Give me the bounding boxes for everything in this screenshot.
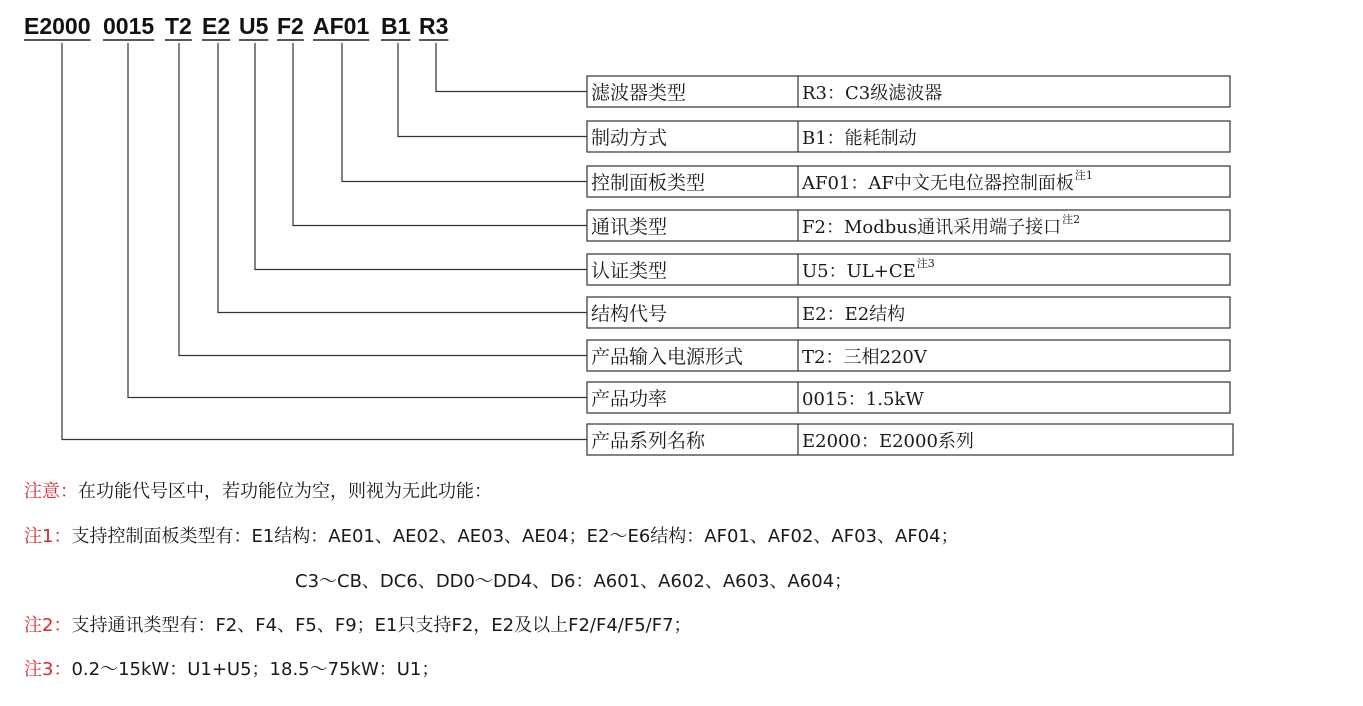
connector-lines xyxy=(62,43,587,440)
code-explanation-table xyxy=(587,76,1233,455)
row-footnote-ref: 注2 xyxy=(1062,213,1081,226)
row-label: 认证类型 xyxy=(591,260,668,282)
row-label: 产品系列名称 xyxy=(591,430,706,452)
code-segment-e2000: E2000 xyxy=(24,13,91,39)
row-label: 产品功率 xyxy=(591,388,668,410)
row-label: 滤波器类型 xyxy=(591,82,687,104)
row-value: AF01：AF中文无电位器控制面板 xyxy=(802,173,1074,194)
table-row xyxy=(587,340,1230,371)
connector-af01 xyxy=(342,43,587,182)
code-segment-u5: U5 xyxy=(239,13,269,39)
note-2-key: 注2： xyxy=(24,615,72,636)
note-attention-key: 注意： xyxy=(24,481,78,502)
table-row xyxy=(587,424,1233,455)
note-3-text: 0.2～15kW：U1+U5；18.5～75kW：U1； xyxy=(71,659,440,680)
code-segment-e2: E2 xyxy=(202,13,231,39)
note-2 xyxy=(24,611,692,637)
row-label: 制动方式 xyxy=(591,127,668,149)
row-label: 控制面板类型 xyxy=(591,172,706,194)
note-2-text: 支持通讯类型有：F2、F4、F5、F9；E1只支持F2，E2及以上F2/F4/F5/F7； xyxy=(71,615,692,636)
table-row xyxy=(587,297,1230,328)
row-label: 产品输入电源形式 xyxy=(591,346,744,368)
note-1-continued-text: C3～CB、DC6、DD0～DD4、D6：A601、A602、A603、A604； xyxy=(295,571,853,592)
code-segment-af01: AF01 xyxy=(313,13,370,39)
row-footnote-ref: 注3 xyxy=(916,257,935,270)
connector-u5 xyxy=(255,43,587,270)
code-segment-t2: T2 xyxy=(165,13,192,39)
connector-0015 xyxy=(128,43,587,398)
table-row xyxy=(587,76,1230,107)
row-footnote-ref: 注1 xyxy=(1074,169,1093,182)
row-value: 0015：1.5kW xyxy=(802,389,924,410)
row-value: E2000：E2000系列 xyxy=(802,431,974,452)
note-attention-text: 在功能代号区中，若功能位为空，则视为无此功能： xyxy=(78,481,492,502)
connector-b1 xyxy=(398,43,587,137)
note-1 xyxy=(24,522,959,548)
table-row xyxy=(587,121,1230,152)
connector-e2000 xyxy=(62,43,587,440)
row-value: T2：三相220V xyxy=(802,347,927,368)
row-value: E2：E2结构 xyxy=(802,304,906,325)
code-segment-b1: B1 xyxy=(381,13,411,39)
connector-r3 xyxy=(436,43,587,92)
row-label: 结构代号 xyxy=(591,303,668,325)
code-segment-0015: 0015 xyxy=(103,13,155,39)
note-1-continued xyxy=(295,567,852,593)
connector-f2 xyxy=(293,43,587,226)
note-3-key: 注3： xyxy=(24,659,72,680)
row-value: R3：C3级滤波器 xyxy=(802,83,943,104)
table-row xyxy=(587,254,1230,285)
table-row xyxy=(587,382,1230,413)
row-value: B1：能耗制动 xyxy=(802,128,917,149)
row-value: F2：Modbus通讯采用端子接口 xyxy=(802,217,1062,238)
note-attention xyxy=(24,477,492,503)
row-box xyxy=(587,297,1230,328)
model-code-segments xyxy=(24,13,448,40)
code-segment-r3: R3 xyxy=(419,13,449,39)
row-label: 通讯类型 xyxy=(591,216,668,238)
connector-t2 xyxy=(179,43,587,356)
code-segment-f2: F2 xyxy=(277,13,304,39)
note-3 xyxy=(24,655,439,681)
table-row xyxy=(587,210,1230,241)
connector-e2 xyxy=(218,43,587,313)
note-1-text: 支持控制面板类型有：E1结构：AE01、AE02、AE03、AE04；E2～E6结构：AF01、AF02、AF03、AF04； xyxy=(71,526,959,547)
table-row xyxy=(587,166,1230,197)
note-1-key: 注1： xyxy=(24,526,72,547)
row-value: U5：UL+CE xyxy=(802,261,916,282)
